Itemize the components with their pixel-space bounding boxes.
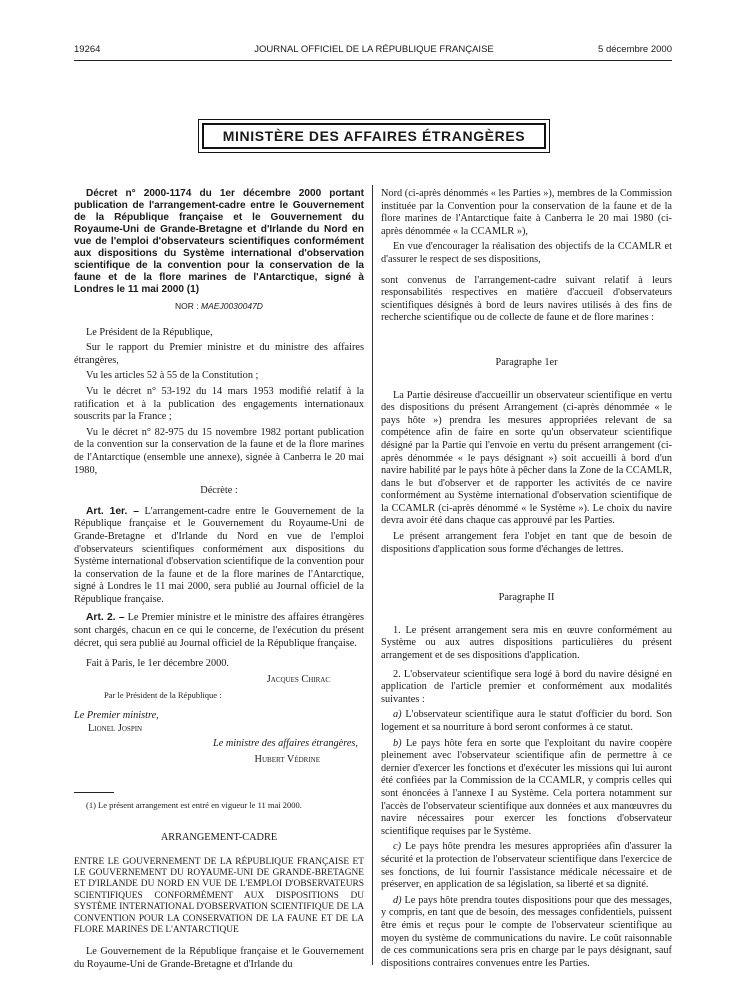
decrete-heading: Décrète : xyxy=(200,485,238,497)
paragraph-1-text: La Partie désireuse d'accueillir un observateur scientifique en vertu des dispositions du présent Arrangement (ci-après dénommée « le pays hôte ») prendra les mesures appropriées relevant de sa compétence afin de faire en sorte qu'un observateur scientifique désigné par la Partie qui l'envoie en vertu du présent arrangement (ci-après dénommée « le pays désignant ») soit accueilli à bord d'un navire habilité par le pays hôte à pêcher dans la Zone de la CCAMLR, dans le but d'observer et de rapporter les activités de ce navire conformément au Système international d'observation scientifique de la CCAMLR (ci-après dénommé « le Système »). Le choix du navire devra avoir été dans chaque cas approuvé par les Parties. xyxy=(381,389,672,527)
item-c xyxy=(381,841,672,891)
pm-name: Lionel Jospin xyxy=(88,722,143,734)
ministry-title: MINISTÈRE DES AFFAIRES ÉTRANGÈRES xyxy=(202,123,546,149)
article-1-text: L'arrangement-cadre entre le Gouvernement de la République française et le Gouvernement du Royaume-Uni de Grande-Bretagne et d'Irlande du Nord en vue de l'emploi d'observateurs scientifiques conformément aux dispositions du Système international d'observation scientifique de la convention pour la conservation de la faune et de la flore marines de l'Antarctique, signé à Londres le 11 mai 2000, sera publié au Journal officiel de la République française. xyxy=(74,505,364,605)
arrangement-title: ARRANGEMENT-CADRE xyxy=(160,832,278,843)
journal-title: JOURNAL OFFICIEL DE LA RÉPUBLIQUE FRANÇAISE xyxy=(254,44,494,55)
signature-president: Jacques Chirac xyxy=(266,673,330,685)
article-2-text: Le Premier ministre et le ministre des affaires étrangères sont chargés, chacun en ce qui le concerne, de l'exécution du présent décret, qui sera publié au Journal officiel de la République française. xyxy=(74,612,364,649)
left-column xyxy=(74,188,364,975)
pm-title: Le Premier ministre, xyxy=(74,710,159,722)
nor-code: MAEJ0030047D xyxy=(201,301,263,311)
ministry-banner xyxy=(198,119,550,153)
minister-title: Le ministre des affaires étrangères, xyxy=(212,738,358,750)
article-1-label: Art. 1er. – xyxy=(86,505,139,517)
item-b-label: b) xyxy=(393,737,402,749)
minister-name: Hubert Védrine xyxy=(254,753,320,765)
column-divider xyxy=(372,185,373,965)
nor-reference xyxy=(74,300,364,313)
par-le-president: Par le Président de la République : xyxy=(104,690,222,701)
paragraph-2-item-1: 1. Le présent arrangement sera mis en œuvre conformément au Système ou aux autres dispositions particulières du présent arrangement et de ses dispositions d'application. xyxy=(381,624,672,662)
objectives-paragraph: En vue d'encourager la réalisation des objectifs de la CCAMLR et d'assurer le respect de ses dispositions, xyxy=(381,241,672,265)
article-2-label: Art. 2. – xyxy=(86,612,125,624)
issue-date: 5 décembre 2000 xyxy=(598,44,672,55)
nor-label: NOR : xyxy=(175,301,199,311)
paragraph-1-text-2: Le présent arrangement fera l'objet en tant que de besoin de dispositions d'application sous forme d'échanges de lettres. xyxy=(381,531,672,555)
paragraph-2-item-2: 2. L'observateur scientifique sera logé à bord du navire désigné en application de l'article premier et conformément aux modalités suivantes : xyxy=(381,668,672,705)
item-c-text: Le pays hôte prendra les mesures appropriées afin d'assurer la sécurité et la protection de l'observateur scientifique dans l'exercice de ses fonctions, de lui fournir l'assistance médicale nécessaire et de préserver, en application de sa législation, sa liberté et sa dignité. xyxy=(381,841,673,891)
preamble-president: Le Président de la République, xyxy=(86,326,213,338)
article-2 xyxy=(74,612,364,650)
fait-a-paris: Fait à Paris, le 1er décembre 2000. xyxy=(86,658,229,670)
preamble-vu-constitution: Vu les articles 52 à 55 de la Constitution ; xyxy=(86,370,259,382)
paragraph-2-heading: Paragraphe II xyxy=(498,592,555,604)
article-1 xyxy=(74,506,364,607)
item-b xyxy=(381,738,672,839)
arrangement-caps-subtitle: ENTRE LE GOUVERNEMENT DE LA RÉPUBLIQUE FRANÇAISE ET LE GOUVERNEMENT DU ROYAUME-UNI DE GRANDE-BRETAGNE ET D'IRLANDE DU NORD EN VUE DE L'EMPLOI D'OBSERVATEURS SCIENTIFIQUES CONFORMÉMENT AUX DISPOSITIONS DU SYSTÈME INTERNATIONAL D'OBSERVATION SCIENTIFIQUE DE LA CONVENTION POUR LA CONSERVATION DE LA FAUNE ET DE LA FLORE MARINES DE L'ANTARCTIQUE xyxy=(74,856,364,936)
parties-paragraph: Nord (ci-après dénommés « les Parties »), membres de la Commission instituée par la Convention pour la conservation de la faune et de la flore marines de l'Antarctique faite à Canberra le 20 mai 1980 (ci-après dénommée « la CCAMLR »), xyxy=(381,188,672,237)
preamble-vu-decret-1953: Vu le décret n° 53-192 du 14 mars 1953 modifié relatif à la ratification et à la publication des engagements internationaux souscrits par la France ; xyxy=(74,385,364,423)
convenus-paragraph: sont convenus de l'arrangement-cadre suivant relatif à leurs responsabilités respectives en matière d'accueil d'observateurs scientifiques désignés à bord de leurs navires utilisés à des fins de recherche scientifique ou de collecte de faune et de flore marines : xyxy=(381,274,672,324)
item-d xyxy=(381,895,672,971)
decree-title: Décret n° 2000-1174 du 1er décembre 2000 portant publication de l'arrangement-cadre entre le Gouvernement de la République française et le Gouvernement du Royaume-Uni de Grande-Bretagne et d'Irlande du Nord en vue de l'emploi d'observateurs scientifiques conformément aux dispositions du Système international d'observation scientifique de la convention pour la conservation de la faune et de la flore marines de l'Antarctique, signé à Londres le 11 mai 2000 (1) xyxy=(74,188,364,295)
preamble-rapport: Sur le rapport du Premier ministre et du ministre des affaires étrangères, xyxy=(74,342,364,366)
right-column xyxy=(381,188,672,973)
item-b-text: Le pays hôte fera en sorte que l'exploitant du navire coopère pleinement avec l'observateur scientifique afin de permettre à ce dernier d'exercer les fonctions et d'exécuter les missions qui lui auront été confiées par la Commission de la CCAMLR, y compris celles qui sont énoncées à l'annexe I au Système. Cela portera notamment sur l'accès de l'observateur scientifique aux données et aux manœuvres du navire nécessaires pour exercer les fonctions d'observateur scientifique requises par le Système. xyxy=(381,737,672,837)
page-number: 19264 xyxy=(74,44,101,55)
preamble-vu-decret-1982: Vu le décret n° 82-975 du 15 novembre 1982 portant publication de la convention sur la conservation de la faune et de la flore marines de l'Antarctique (ensemble une annexe), signée à Canberra le 20 mai 1980, xyxy=(74,426,364,476)
arrangement-intro: Le Gouvernement de la République française et le Gouvernement du Royaume-Uni de Grande-Bretagne et d'Irlande du xyxy=(74,946,364,971)
item-a xyxy=(381,709,672,734)
item-c-label: c) xyxy=(393,841,401,853)
item-a-text: L'observateur scientifique aura le statut d'officier du bord. Son logement et sa nourriture à bord seront conformes à ce statut. xyxy=(381,709,672,733)
item-d-label: d) xyxy=(393,894,402,906)
footnote: (1) Le présent arrangement est entré en vigueur le 11 mai 2000. xyxy=(86,800,302,811)
footnote-rule xyxy=(74,792,114,793)
item-a-label: a) xyxy=(393,709,402,721)
header-rule xyxy=(74,60,672,61)
paragraph-1-heading: Paragraphe 1er xyxy=(495,356,558,368)
item-d-text: Le pays hôte prendra toutes dispositions pour que des messages, y compris, en tant que de besoin, des messages confidentiels, puissent être émis et reçus pour le compte de l'observateur scientifique au moyen du système de communications du navire. Le coût raisonnable de ces communications sera pris en charge par le pays désignant, sauf dispositions contraires convenues entre les Parties. xyxy=(381,894,673,969)
